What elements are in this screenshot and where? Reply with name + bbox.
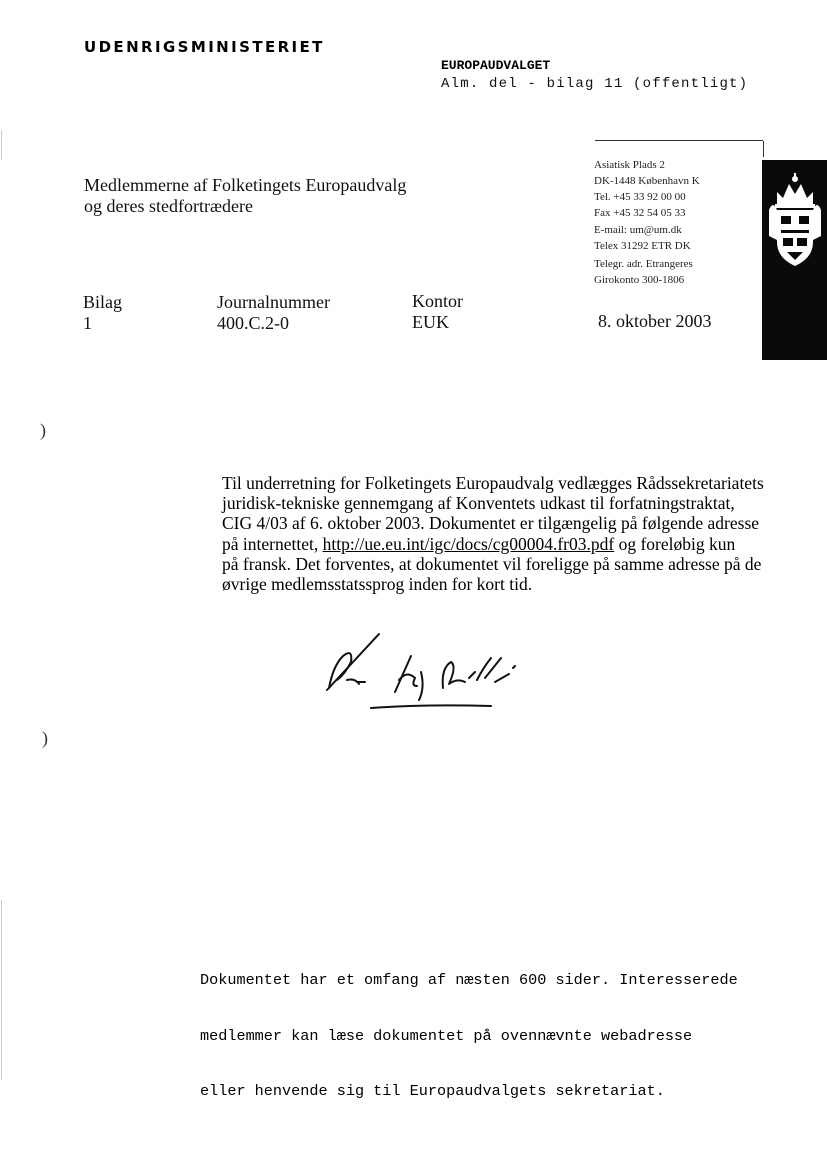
note-line: medlemmer kan læse dokumentet på ovennævnte webadresse <box>200 1026 693 1045</box>
hole-punch-mark: ) <box>40 420 46 440</box>
sender-line: Telegr. adr. Etrangeres <box>594 258 693 270</box>
recipient-line-1: Medlemmerne af Folketingets Europaudvalg <box>84 175 407 195</box>
body-line: Til underretning for Folketingets Europaudvalg vedlægges Rådssekretariatets <box>222 473 764 493</box>
ministry-name: UDENRIGSMINISTERIET <box>84 38 325 56</box>
committee-stamp: EUROPAUDVALGET <box>441 58 551 73</box>
body-line: på fransk. Det forventes, at dokumentet vil foreligge på samme adresse på de <box>222 553 762 574</box>
letter-date: 8. oktober 2003 <box>598 311 712 331</box>
body-text-fragment: og foreløbig kun <box>614 533 736 554</box>
journal-label: Journalnummer <box>217 292 330 312</box>
reference-stamp: Alm. del - bilag 11 (offentligt) <box>441 76 749 92</box>
sender-line: Tel. +45 33 92 00 00 <box>594 191 686 203</box>
sender-line: DK-1448 København K <box>594 175 700 187</box>
handwritten-signature <box>315 628 545 718</box>
kontor-label: Kontor <box>412 291 463 311</box>
sender-line: Fax +45 32 54 05 33 <box>594 207 686 219</box>
sender-rule-tick <box>763 141 764 157</box>
document-url-link[interactable]: http://ue.eu.int/igc/docs/cg00004.fr03.pdf <box>322 533 615 554</box>
hole-punch-mark: ) <box>42 728 48 748</box>
royal-crest-icon <box>769 170 821 270</box>
body-line: øvrige medlemsstatssprog inden for kort tid. <box>222 574 533 595</box>
body-line <box>222 534 782 554</box>
body-line: juridisk-tekniske gennemgang af Konventets udkast til forfatningstraktat, <box>222 493 735 514</box>
scan-edge-line <box>1 130 2 160</box>
bilag-label: Bilag <box>83 292 122 312</box>
body-line: CIG 4/03 af 6. oktober 2003. Dokumentet er tilgængelig på følgende adresse <box>222 513 760 534</box>
bilag-value: 1 <box>83 313 92 333</box>
sender-line: E-mail: um@um.dk <box>594 224 682 236</box>
sender-line: Telex 31292 ETR DK <box>594 240 691 252</box>
body-text-fragment: på internettet, <box>222 533 323 554</box>
kontor-value: EUK <box>412 312 449 332</box>
note-line: Dokumentet har et omfang af næsten 600 sider. Interesserede <box>200 971 738 989</box>
note-line: eller henvende sig til Europaudvalgets sekretariat. <box>200 1082 665 1100</box>
letter-body <box>222 473 782 594</box>
sender-line: Girokonto 300-1806 <box>594 274 685 286</box>
scan-edge-line <box>1 900 2 1080</box>
typed-note <box>200 934 738 1119</box>
journal-value: 400.C.2-0 <box>217 313 289 333</box>
recipient-line-2: og deres stedfortrædere <box>84 196 253 216</box>
sender-line: Asiatisk Plads 2 <box>594 159 665 171</box>
sender-rule <box>595 140 763 141</box>
